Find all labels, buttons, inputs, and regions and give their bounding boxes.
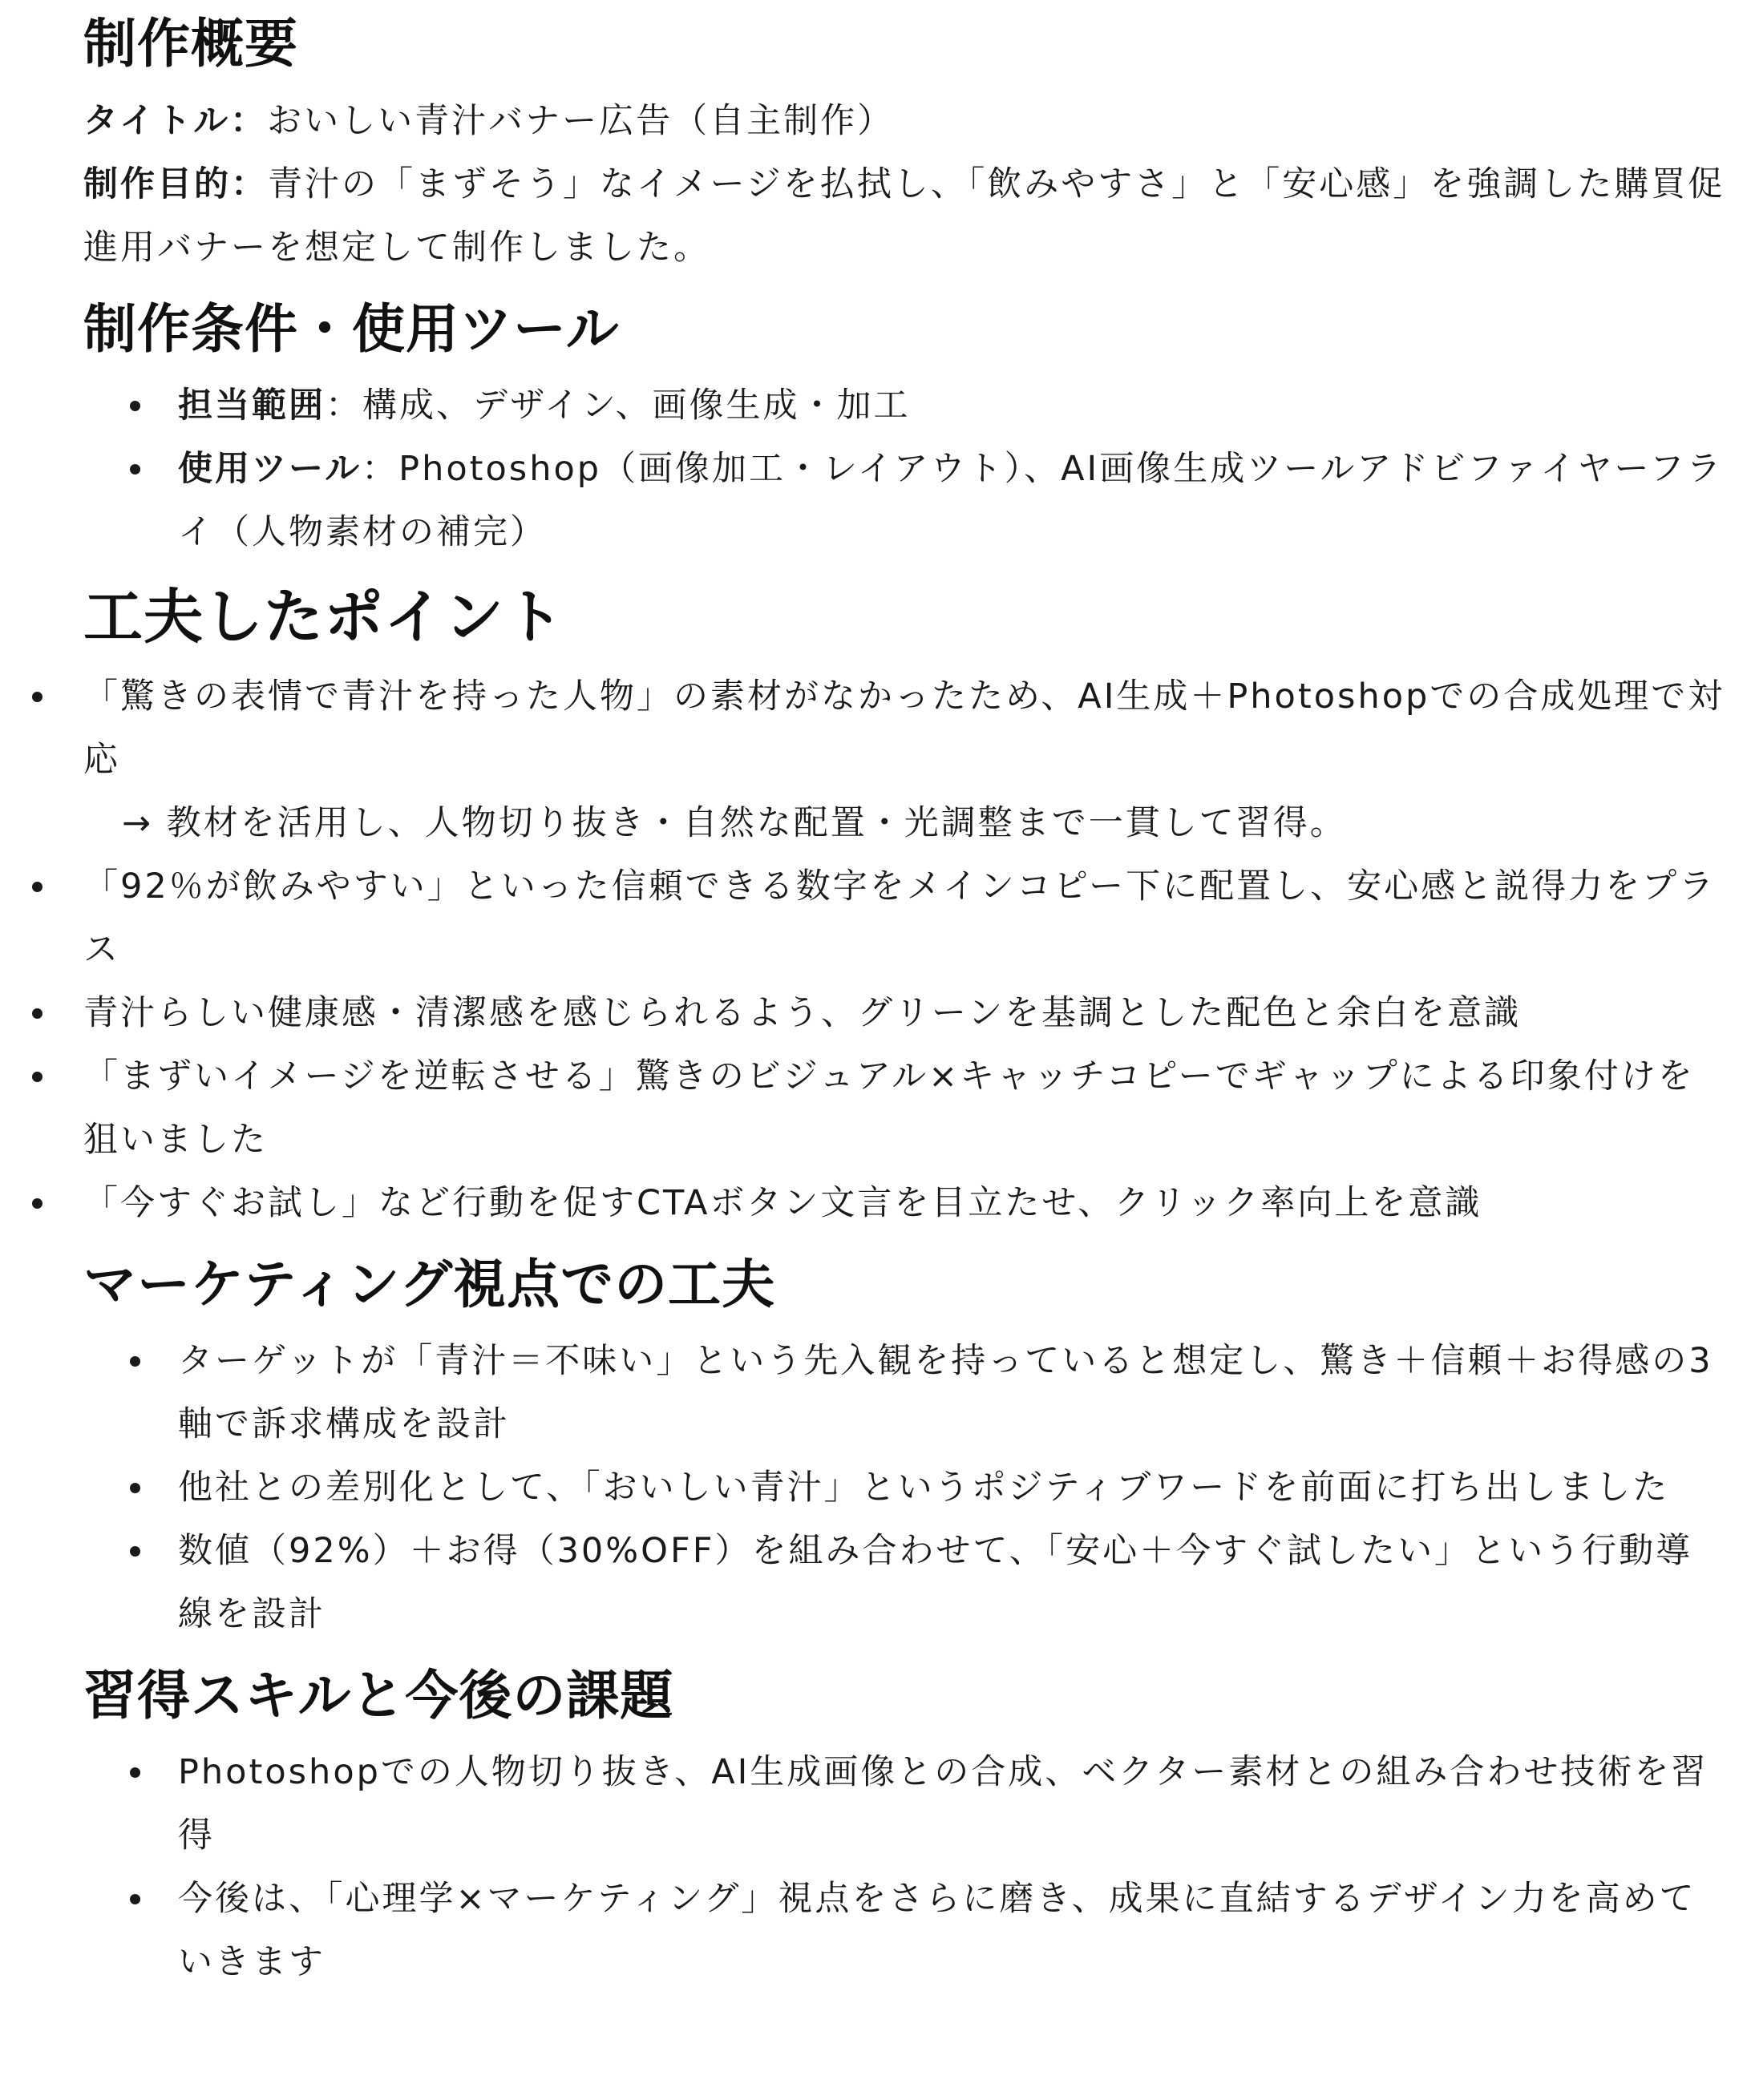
item-value: Photoshop（画像加工・レイアウト）、AI画像生成ツールアドビファイヤーフライ（人物素材の補完） <box>178 449 1724 552</box>
skills-section <box>83 1656 1727 1994</box>
item-text: Photoshopでの人物切り抜き、AI生成画像との合成、ベクター素材との組み合わせ技術を習得 <box>178 1752 1709 1856</box>
bullet-icon <box>32 1045 43 1109</box>
list-item <box>178 1868 1727 1994</box>
document-body <box>83 3 1727 1994</box>
item-text: 「今すぐお試し」など行動を促すCTAボタン文言を目立たせ、クリック率向上を意識 <box>83 1183 1482 1223</box>
list-item <box>83 665 1727 855</box>
bullet-icon <box>130 374 141 438</box>
item-separator: ： <box>326 386 362 426</box>
item-text: ターゲットが「青汁＝不味い」という先入観を持っていると想定し、驚き＋信頼＋お得感の3軸で訴求構成を設計 <box>178 1341 1713 1444</box>
item-value: 構成、デザイン、画像生成・加工 <box>362 386 911 426</box>
item-text: 青汁らしい健康感・清潔感を感じられるよう、グリーンを基調とした配色と余白を意識 <box>83 993 1522 1033</box>
list-item <box>83 982 1727 1045</box>
points-heading: 工夫したポイント <box>83 583 564 652</box>
marketing-heading: マーケティング視点での工夫 <box>83 1254 776 1315</box>
points-list <box>83 665 1727 1235</box>
list-item <box>178 1520 1727 1646</box>
bullet-icon <box>130 1868 141 1931</box>
title-field <box>83 90 1727 153</box>
bullet-icon <box>32 982 43 1045</box>
overview-section <box>83 3 1727 280</box>
bullet-icon <box>130 1741 141 1804</box>
bullet-icon <box>32 665 43 729</box>
item-text: 「92％が飲みやすい」といった信頼できる数字をメインコピー下に配置し、安心感と説得力をプラス <box>83 866 1717 970</box>
list-item <box>178 438 1727 564</box>
title-separator: ： <box>230 101 268 141</box>
list-item <box>83 1045 1727 1172</box>
purpose-field <box>83 153 1727 280</box>
title-label: タイトル <box>83 101 231 141</box>
overview-heading: 制作概要 <box>83 13 298 75</box>
item-text: 数値（92%）＋お得（30%OFF）を組み合わせて、「安心＋今すぐ試したい」という行動導線を設計 <box>178 1531 1693 1634</box>
list-item <box>178 1456 1727 1520</box>
list-item <box>83 1172 1727 1235</box>
list-item <box>83 855 1727 982</box>
conditions-heading: 制作条件・使用ツール <box>83 298 620 360</box>
item-text: 「驚きの表情で青汁を持った人物」の素材がなかったため、AI生成＋Photoshopでの合成処理で対応 <box>83 676 1725 780</box>
item-separator: ： <box>362 449 399 489</box>
bullet-icon <box>130 1330 141 1393</box>
skills-list <box>83 1741 1727 1994</box>
bullet-icon <box>130 1520 141 1583</box>
list-item <box>178 374 1727 438</box>
item-label: 担当範囲 <box>178 386 326 426</box>
conditions-section <box>83 289 1727 564</box>
item-subnote: → 教材を活用し、人物切り抜き・自然な配置・光調整まで一貫して習得。 <box>122 803 1347 843</box>
skills-heading: 習得スキルと今後の課題 <box>83 1665 674 1726</box>
item-label: 使用ツール <box>178 449 362 489</box>
conditions-list <box>83 374 1727 564</box>
list-item <box>178 1330 1727 1456</box>
bullet-icon <box>130 438 141 501</box>
item-text: 今後は、「心理学×マーケティング」視点をさらに磨き、成果に直結するデザイン力を高めていきます <box>178 1879 1696 1982</box>
list-item <box>178 1741 1727 1868</box>
bullet-icon <box>32 855 43 919</box>
purpose-separator: ： <box>231 164 268 204</box>
marketing-section <box>83 1245 1727 1646</box>
bullet-icon <box>130 1456 141 1520</box>
title-value: おいしい青汁バナー広告（自主制作） <box>267 101 895 141</box>
marketing-list <box>83 1330 1727 1646</box>
purpose-label: 制作目的 <box>83 164 231 204</box>
item-text: 他社との差別化として、「おいしい青汁」というポジティブワードを前面に打ち出しました <box>178 1468 1670 1508</box>
bullet-icon <box>32 1172 43 1235</box>
purpose-value: 青汁の「まずそう」なイメージを払拭し、「飲みやすさ」と「安心感」を強調した購買促進用バナーを想定して制作しました。 <box>83 164 1725 268</box>
item-text: 「まずいイメージを逆転させる」驚きのビジュアル×キャッチコピーでギャップによる印象付けを狙いました <box>83 1056 1695 1160</box>
points-section <box>83 574 1727 1235</box>
